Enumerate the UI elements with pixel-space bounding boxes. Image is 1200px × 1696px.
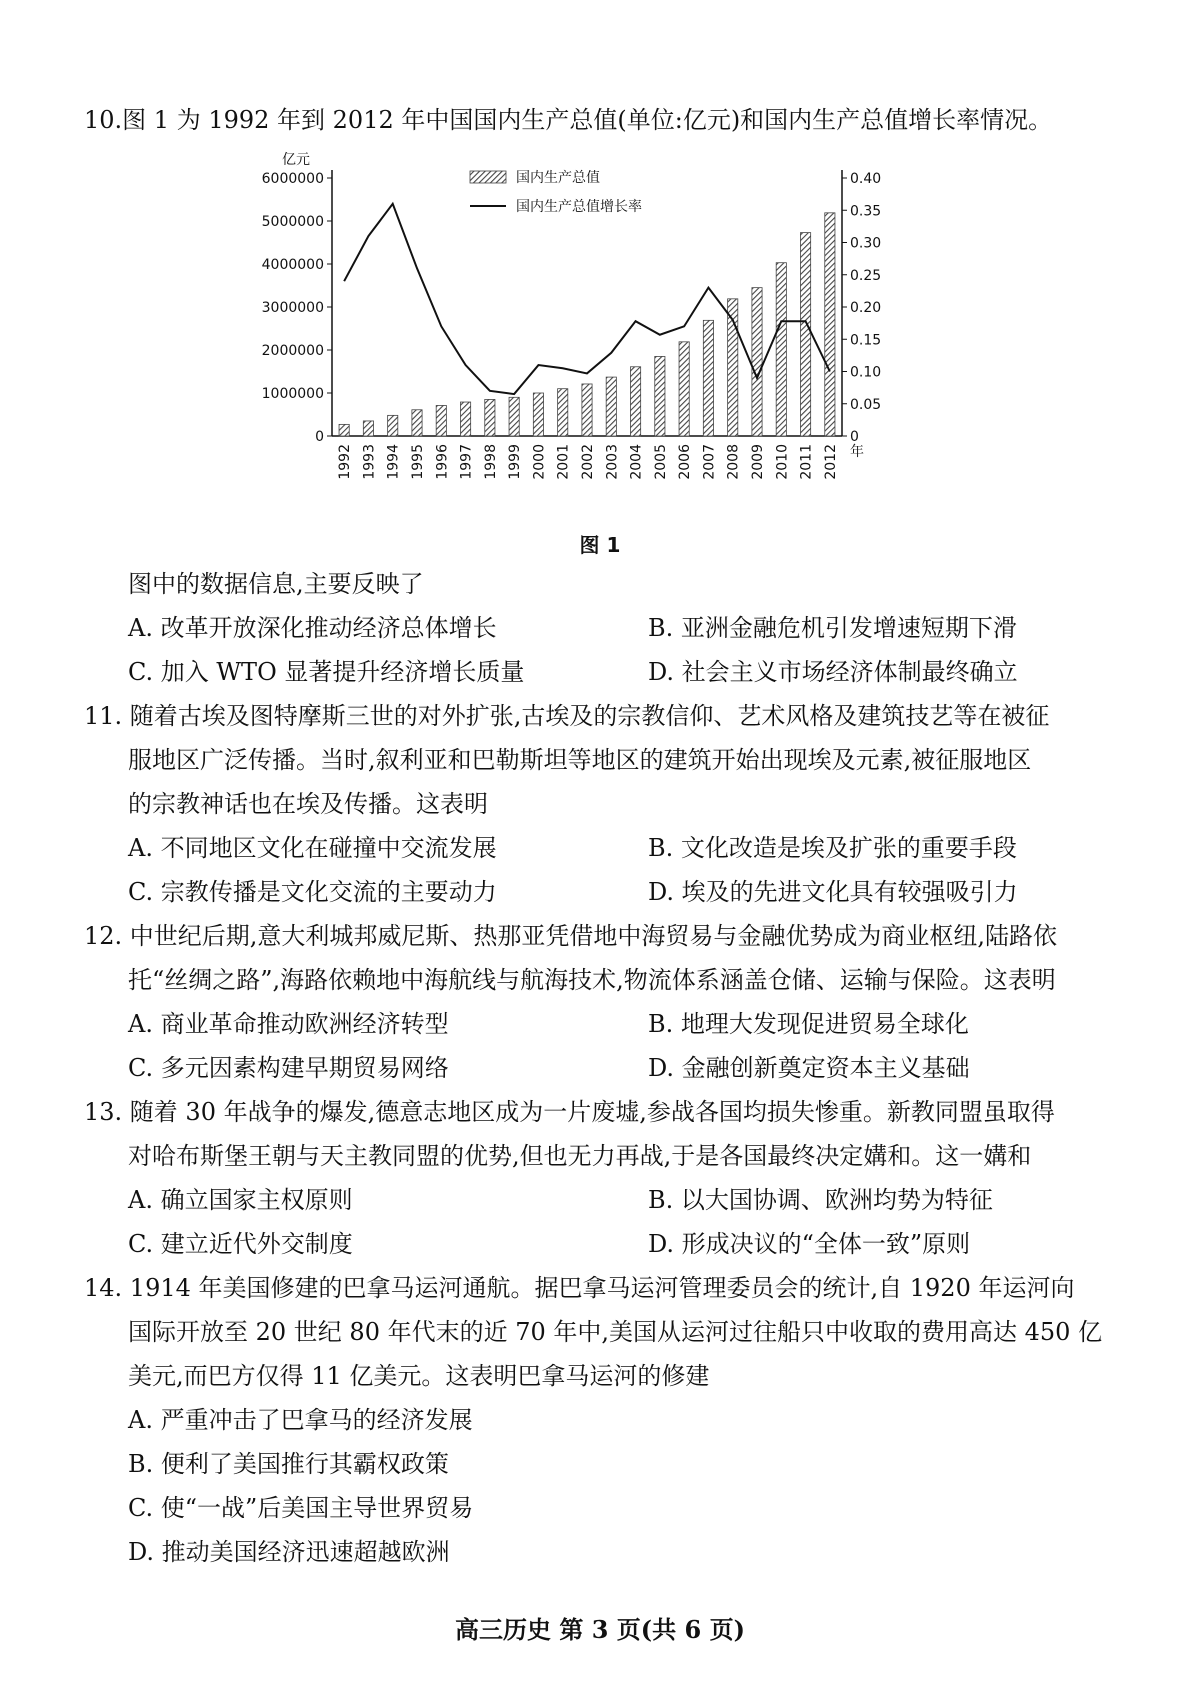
option-d[interactable]: D. 金融创新奠定资本主义基础 — [648, 1054, 970, 1082]
option-b[interactable]: B. 以大国协调、欧洲均势为特征 — [648, 1186, 993, 1214]
x-tick-label: 2009 — [750, 444, 766, 480]
gdp-bar — [655, 356, 665, 436]
gdp-bar — [800, 233, 810, 436]
y-right-tick-label: 0.25 — [850, 267, 882, 284]
y-left-tick-label: 2000000 — [261, 343, 324, 359]
option-c[interactable]: C. 加入 WTO 显著提升经济增长质量 — [128, 658, 525, 686]
question-14-line-3: 美元,而巴方仅得 11 亿美元。这表明巴拿马运河的修建 — [128, 1362, 710, 1390]
x-tick-label: 2007 — [701, 444, 718, 480]
question-13-options-row-2 — [84, 1222, 1134, 1266]
x-tick-label: 1992 — [337, 444, 354, 480]
gdp-bar — [825, 213, 835, 436]
question-12-line-2: 托“丝绸之路”,海路依赖地中海航线与航海技术,物流体系涵盖仓储、运输与保险。这表明 — [128, 966, 1056, 994]
question-11-line-2: 服地区广泛传播。当时,叙利亚和巴勒斯坦等地区的建筑开始出现埃及元素,被征服地区 — [128, 746, 1032, 774]
x-tick-label: 2012 — [822, 444, 839, 480]
question-10-options-row-1 — [84, 606, 1134, 650]
gdp-bar — [776, 263, 786, 436]
y-right-tick-label: 0.15 — [850, 332, 882, 349]
question-11-line-3: 的宗教神话也在埃及传播。这表明 — [128, 790, 488, 818]
option-b[interactable]: B. 亚洲金融危机引发增速短期下滑 — [648, 614, 1017, 642]
x-tick-label: 1999 — [507, 444, 524, 480]
gdp-bar — [509, 397, 519, 436]
question-11 — [84, 694, 1134, 914]
gdp-bar — [606, 377, 616, 436]
y-right-tick-label: 0.40 — [850, 171, 882, 187]
gdp-bar — [752, 288, 762, 436]
question-11-options-row-1 — [84, 826, 1134, 870]
gdp-bar — [388, 415, 398, 436]
y-right-tick-label: 0 — [850, 429, 859, 445]
gdp-bar — [703, 320, 713, 436]
question-10-prompt: 图中的数据信息,主要反映了 — [128, 570, 424, 598]
x-tick-label: 2011 — [798, 444, 815, 480]
gdp-chart — [261, 148, 950, 548]
question-10-body — [84, 562, 1134, 694]
gdp-bar — [460, 402, 470, 436]
gdp-bar — [582, 384, 592, 436]
option-a[interactable]: A. 确立国家主权原则 — [128, 1186, 353, 1214]
x-tick-label: 2008 — [725, 444, 742, 480]
x-tick-label: 2004 — [628, 444, 645, 480]
x-tick-label: 2000 — [531, 444, 548, 480]
figure-caption: 图 1 — [579, 533, 621, 557]
gdp-bar — [558, 389, 568, 436]
question-12-options-row-2 — [84, 1046, 1134, 1090]
option-d[interactable]: D. 埃及的先进文化具有较强吸引力 — [648, 878, 1018, 906]
x-tick-label: 2005 — [652, 444, 669, 480]
gdp-chart-svg — [261, 148, 950, 548]
legend-bar-swatch — [470, 171, 506, 183]
question-14 — [84, 1266, 1134, 1574]
option-b[interactable]: B. 便利了美国推行其霸权政策 — [128, 1450, 449, 1478]
option-c[interactable]: C. 使“一战”后美国主导世界贸易 — [128, 1494, 474, 1522]
option-c[interactable]: C. 多元因素构建早期贸易网络 — [128, 1054, 449, 1082]
x-tick-label: 1998 — [482, 444, 499, 480]
question-14-line-2: 国际开放至 20 世纪 80 年代末的近 70 年中,美国从运河过往船只中收取的费用高达 450 亿 — [128, 1318, 1103, 1346]
y-left-tick-label: 6000000 — [261, 171, 324, 187]
option-c[interactable]: C. 建立近代外交制度 — [128, 1230, 353, 1258]
y-right-tick-label: 0.10 — [850, 364, 882, 381]
question-12-options-row-1 — [84, 1002, 1134, 1046]
option-c[interactable]: C. 宗教传播是文化交流的主要动力 — [128, 878, 497, 906]
x-tick-label: 1995 — [410, 444, 426, 480]
option-b[interactable]: B. 地理大发现促进贸易全球化 — [648, 1010, 969, 1038]
x-tick-label: 2002 — [580, 444, 596, 480]
question-11-line-1: 11. 随着古埃及图特摩斯三世的对外扩张,古埃及的宗教信仰、艺术风格及建筑技艺等在被征 — [84, 702, 1050, 730]
gdp-bar — [339, 424, 349, 436]
x-tick-label: 1993 — [361, 444, 378, 480]
x-tick-label: 1997 — [458, 444, 475, 480]
option-d[interactable]: D. 形成决议的“全体一致”原则 — [648, 1230, 971, 1258]
option-a[interactable]: A. 严重冲击了巴拿马的经济发展 — [128, 1406, 473, 1434]
legend-bar-label: 国内生产总值 — [516, 170, 600, 186]
gdp-bar — [630, 367, 640, 436]
option-a[interactable]: A. 商业革命推动欧洲经济转型 — [128, 1010, 449, 1038]
gdp-bar — [533, 393, 543, 436]
option-a[interactable]: A. 不同地区文化在碰撞中交流发展 — [128, 834, 497, 862]
x-tick-label: 2001 — [555, 444, 572, 480]
y-left-tick-label: 4000000 — [261, 257, 324, 273]
question-13-options-row-1 — [84, 1178, 1134, 1222]
question-12 — [84, 914, 1134, 1090]
question-13-line-2: 对哈布斯堡王朝与天主教同盟的优势,但也无力再战,于是各国最终决定媾和。这一媾和 — [128, 1142, 1032, 1170]
gdp-bar — [679, 342, 689, 436]
gdp-bar — [436, 405, 446, 436]
y-left-tick-label: 5000000 — [261, 214, 324, 230]
question-11-options-row-2 — [84, 870, 1134, 914]
x-tick-label: 2010 — [774, 444, 791, 480]
x-tick-label: 2003 — [604, 444, 621, 480]
question-12-line-1: 12. 中世纪后期,意大利城邦威尼斯、热那亚凭借地中海贸易与金融优势成为商业枢纽,陆路依 — [84, 922, 1058, 950]
gdp-bar — [412, 410, 422, 436]
question-10-stem: 10.图 1 为 1992 年到 2012 年中国国内生产总值(单位:亿元)和国内生产总值增长率情况。 — [84, 106, 1053, 134]
x-tick-label: 2006 — [677, 444, 694, 480]
page-footer: 高三历史 第 3 页(共 6 页) — [455, 1615, 745, 1644]
legend-line-label: 国内生产总值增长率 — [516, 199, 642, 215]
x-tick-label: 1996 — [434, 444, 451, 480]
y-left-unit-label: 亿元 — [282, 152, 310, 168]
y-left-tick-label: 0 — [315, 429, 324, 445]
option-a[interactable]: A. 改革开放深化推动经济总体增长 — [128, 614, 497, 642]
y-right-tick-label: 0.05 — [850, 396, 882, 413]
y-left-tick-label: 3000000 — [261, 300, 324, 316]
y-left-tick-label: 1000000 — [261, 386, 324, 402]
option-d[interactable]: D. 推动美国经济迅速超越欧洲 — [128, 1538, 450, 1566]
question-13 — [84, 1090, 1134, 1266]
question-10 — [84, 98, 1134, 142]
y-right-tick-label: 0.20 — [850, 300, 882, 316]
question-10-options-row-2 — [84, 650, 1134, 694]
option-d[interactable]: D. 社会主义市场经济体制最终确立 — [648, 658, 1018, 686]
question-14-line-1: 14. 1914 年美国修建的巴拿马运河通航。据巴拿马运河管理委员会的统计,自 1920 年运河向 — [84, 1274, 1075, 1302]
x-tick-label: 1994 — [385, 444, 402, 480]
y-right-tick-label: 0.35 — [850, 203, 882, 220]
option-b[interactable]: B. 文化改造是埃及扩张的重要手段 — [648, 834, 1017, 862]
gdp-bar — [363, 421, 373, 436]
question-13-line-1: 13. 随着 30 年战争的爆发,德意志地区成为一片废墟,参战各国均损失惨重。新教同盟虽取得 — [84, 1098, 1055, 1126]
y-right-tick-label: 0.30 — [850, 235, 882, 252]
gdp-bar — [485, 399, 495, 436]
x-unit-label: 年 — [850, 444, 864, 460]
